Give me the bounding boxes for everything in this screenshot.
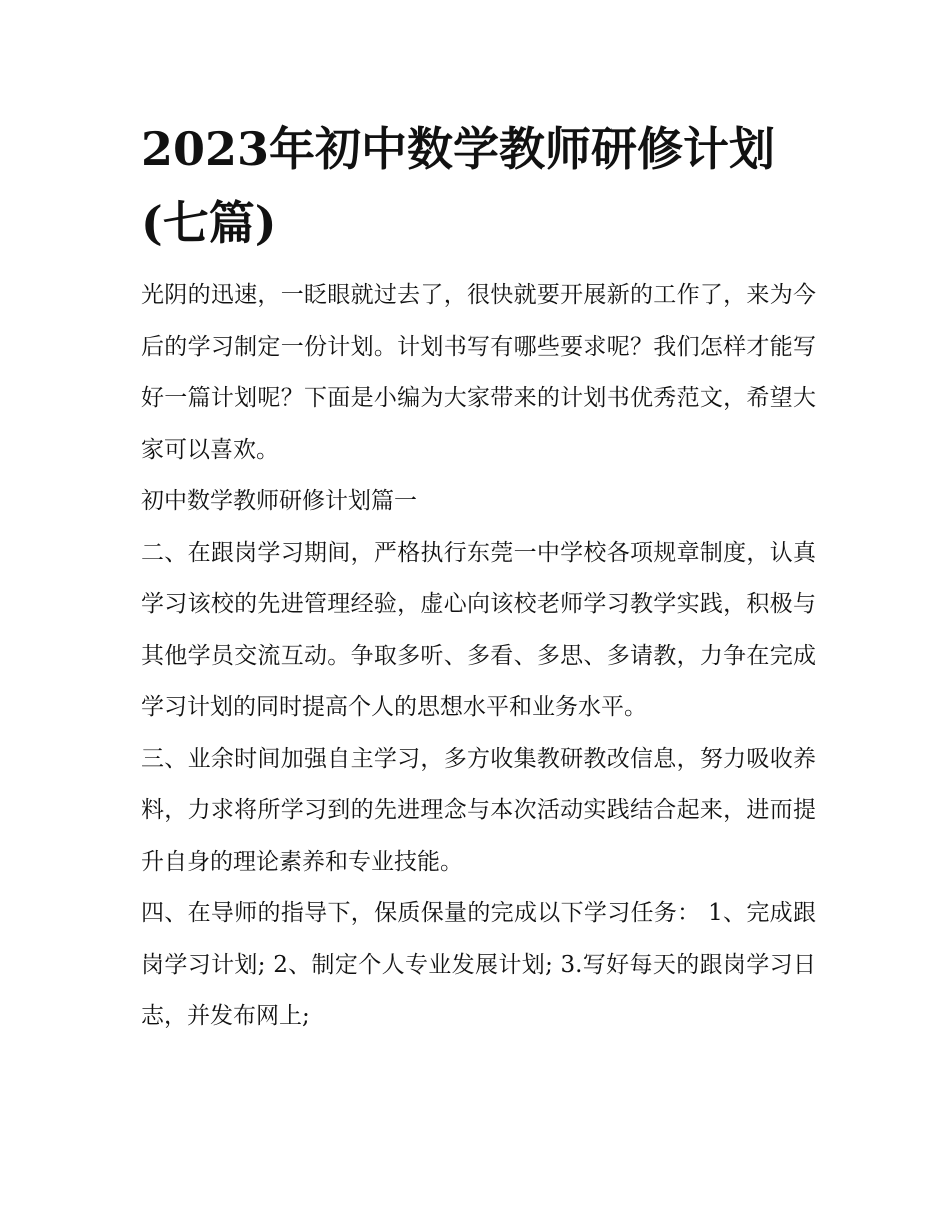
intro-paragraph: 光阴的迅速，一眨眼就过去了，很快就要开展新的工作了，来为今后的学习制定一份计划。计划书写有哪些要求呢？我们怎样才能写好一篇计划呢？下面是小编为大家带来的计划书优秀范文，希望大家可以喜欢。 (141, 282, 816, 463)
section-heading: 初中数学教师研修计划篇一 (141, 488, 417, 514)
paragraph-item-3: 三、业余时间加强自主学习，多方收集教研教改信息，努力吸收养料，力求将所学习到的先进理念与本次活动实践结合起来，进而提升自身的理论素养和专业技能。 (141, 745, 816, 875)
document-title: 2023年初中数学教师研修计划(七篇) (141, 122, 776, 250)
document-body (141, 112, 816, 1043)
paragraph-item-4: 四、在导师的指导下，保质保量的完成以下学习任务： 1、完成跟岗学习计划; 2、制定个人专业发展计划; 3.写好每天的跟岗学习日志，并发布网上; (141, 900, 816, 1029)
paragraph-item-2: 二、在跟岗学习期间，严格执行东莞一中学校各项规章制度，认真学习该校的先进管理经验，虚心向该校老师学习教学实践，积极与其他学员交流互动。争取多听、多看、多思、多请教，力争在完成学习计划的同时提高个人的思想水平和业务水平。 (141, 539, 816, 720)
